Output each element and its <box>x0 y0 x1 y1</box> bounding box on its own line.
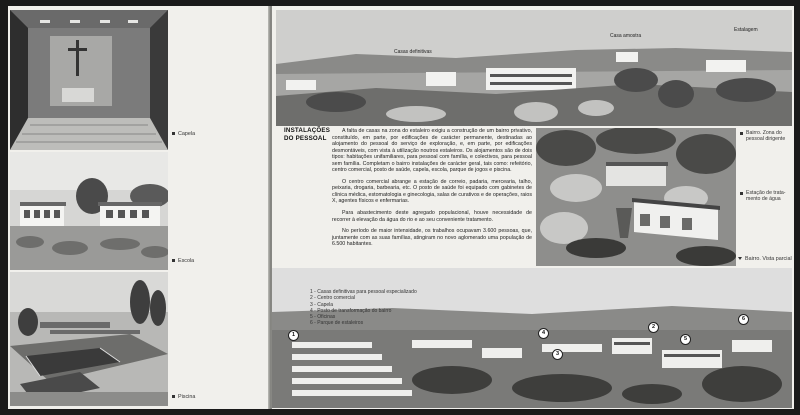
body-paragraph-1: A falta de casas na zona do estaleiro exigiu a construção de um bairro privativo, constituído, em parte, por edificações de carácter permanente, destinadas ao alojamento do pessoal do serviço de exploração, e, em parte, por edificações desmontáveis, com vista à utilização noutros estaleiros. Os alojamentos são de dois tipos: habitações unifamiliares, para pessoal com família, e colectivos, para pessoal sem família. Completam o bairro instalações de carácter geral, tais como: refeitório, centro comercial, posto de saúde, capela, escola, parque de jogos e piscina. <box>332 128 532 174</box>
caption-piscina-text: Piscina <box>178 394 196 400</box>
caption-piscina <box>172 394 195 400</box>
caption-arrow <box>738 257 742 260</box>
legend-item-4: 4 - Posto de transformação do bairro <box>310 307 392 314</box>
legend-item-3: 3 - Capela <box>310 301 334 308</box>
caption-marker <box>172 259 175 262</box>
school-photo <box>10 152 168 270</box>
legend-item-5: 5 - Oficinas <box>310 314 336 321</box>
caption-marker <box>740 132 743 135</box>
caption-escola-text: Escola <box>178 258 195 264</box>
label-estalagem: Estalagem <box>734 27 758 33</box>
caption-marker <box>740 192 743 195</box>
photo-number-6: 6 <box>738 314 749 325</box>
left-page <box>8 6 270 409</box>
photo-number-4: 4 <box>538 328 549 339</box>
caption-capela <box>172 131 195 137</box>
body-paragraph-3: Para abastecimento deste agregado populacional, houve necessidade de recorrer à elevação da água do rio e ao seu conveniente tratamento. <box>332 210 532 223</box>
section-title: INSTALAÇÕES DO PESSOAL <box>284 127 331 142</box>
chapel-photo <box>10 10 168 150</box>
caption-bairro-vista-text: Bairro. Vista parcial <box>745 256 792 262</box>
caption-estacao-text: Estação de trata-mento de água <box>746 190 786 203</box>
pool-photo <box>10 272 168 406</box>
caption-bairro-zona <box>746 130 794 142</box>
body-paragraph-4: No período de maior intensidade, os trabalhos ocupavam 3.600 pessoas, que, juntamente com as suas famílias, atingiram no novo aglomerado uma população de 6.500 habitantes. <box>332 228 532 248</box>
caption-bairro-zona-text: Bairro. Zona do pessoal dirigente <box>746 130 786 143</box>
legend-item-1: 1 - Casas definitivas para pessoal especializado <box>310 289 417 295</box>
top-panorama-photo <box>276 10 792 126</box>
photo-legend <box>310 289 417 327</box>
caption-marker <box>172 395 175 398</box>
photo-number-2: 2 <box>648 322 659 333</box>
photo-number-1: 1 <box>288 330 299 341</box>
legend-item-6: 6 - Parque de estaleiros <box>310 320 364 327</box>
caption-bairro-vista <box>738 256 792 262</box>
legend-item-2: 2 - Centro comercial <box>310 295 356 302</box>
label-casas-definitivas: Casas definitivas <box>394 49 432 55</box>
photo-number-5: 5 <box>680 334 691 345</box>
caption-marker <box>172 132 175 135</box>
caption-estacao <box>746 190 794 202</box>
hillside-photo <box>536 128 736 266</box>
caption-escola <box>172 258 194 264</box>
label-casa-amostra: Casa amostra <box>610 33 642 39</box>
body-paragraph-2: O centro comercial abrange a estação de correio, padaria, mercearia, talho, peixaria, drogaria, barbearia, etc. O posto de saúde foi equipado com gabinetes de clínica médica, estomatologia e ginecologia, salas de curativos e de operações, raios X, agentes físicos e enfermarias. <box>332 178 532 205</box>
caption-capela-text: Capela <box>178 131 196 137</box>
photo-number-3: 3 <box>552 349 563 360</box>
body-text <box>332 128 532 253</box>
